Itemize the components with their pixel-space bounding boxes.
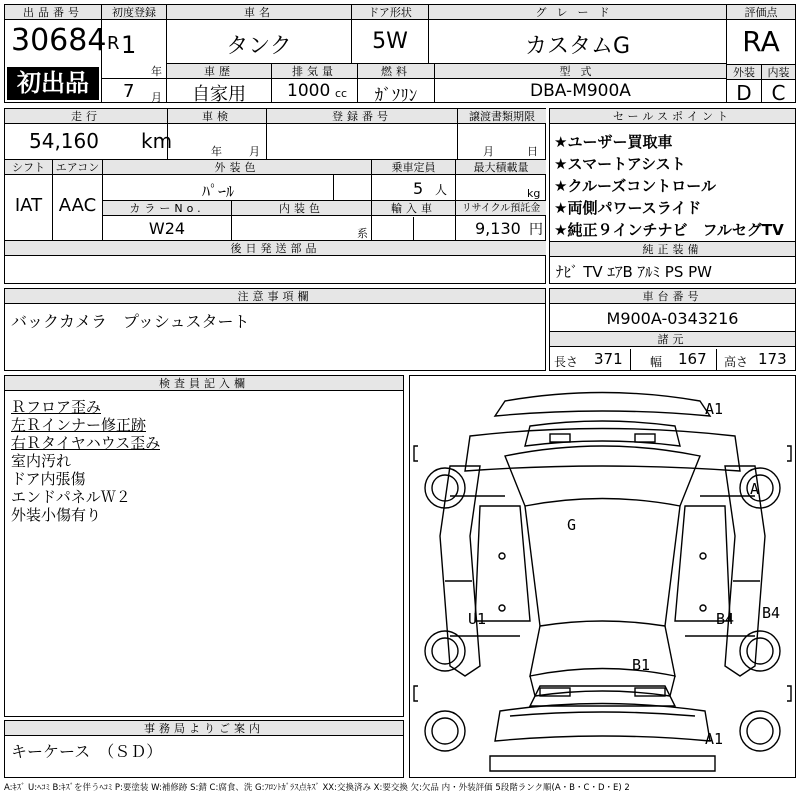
color-no-label: カラーNo. bbox=[103, 201, 231, 216]
details-block bbox=[4, 108, 546, 284]
chassis-number: M900A-0343216 bbox=[606, 309, 739, 328]
legend: A:ｷｽﾞ U:ﾍｺﾐ B:ｷｽﾞを伴うﾍｺﾐ P:要塗装 W:補修跡 S:錆 C:腐食、洗 G:ﾌﾛﾝﾄｶﾞﾗｽ点ｷｽﾞ XX:交換済み X:要交換 欠:欠品 内・外装評価 5段階ランク順(A・B・C・D・E) 2 bbox=[4, 783, 630, 793]
capacity-label: 乗車定員 bbox=[372, 160, 455, 175]
inspection-year-unit: 年 bbox=[211, 145, 222, 158]
int-grade-label: 内装 bbox=[762, 65, 795, 80]
first-listing-badge: 初出品 bbox=[7, 67, 99, 100]
later-parts-label: 後日発送部品 bbox=[5, 241, 546, 256]
exterior-grade: D bbox=[736, 81, 752, 105]
width: 167 bbox=[678, 350, 707, 368]
length-label: 長さ bbox=[554, 355, 579, 369]
inspector-line: 室内汚れ bbox=[11, 452, 72, 470]
specs-label: 諸元 bbox=[550, 332, 795, 347]
mileage: 54,160 bbox=[29, 129, 99, 153]
recycle-unit: 円 bbox=[529, 222, 543, 238]
score-label: 評価点 bbox=[727, 5, 795, 20]
sales-point: ★純正９インチナビ フルセグTV bbox=[554, 221, 784, 239]
capacity: 5 bbox=[413, 179, 424, 198]
damage-label: G bbox=[567, 516, 577, 534]
transfer-day-unit: 日 bbox=[527, 145, 538, 158]
era: R bbox=[107, 33, 120, 54]
overall-score: RA bbox=[742, 25, 780, 58]
interior-grade: C bbox=[771, 81, 786, 105]
grade: カスタムG bbox=[524, 34, 631, 59]
ext-grade-label: 外装 bbox=[727, 65, 761, 80]
mileage-label: 走行 bbox=[5, 109, 167, 124]
header-block bbox=[4, 4, 796, 106]
equipment: ﾅﾋﾞ TV ｴｱB ｱﾙﾐ PS PW bbox=[556, 263, 712, 281]
sales-point: ★スマートアシスト bbox=[554, 155, 686, 173]
office-note: キーケース （ＳＤ） bbox=[11, 742, 163, 761]
history-label: 車歴 bbox=[167, 64, 271, 79]
damage-label: A1 bbox=[705, 400, 724, 418]
equipment-label: 純正装備 bbox=[550, 242, 795, 257]
recycle-deposit: 9,130 bbox=[475, 219, 521, 238]
inspection-month-unit: 月 bbox=[249, 145, 260, 158]
displacement: 1000 bbox=[287, 81, 331, 101]
exterior-color: ﾊﾟｰﾙ bbox=[201, 182, 234, 201]
damage-label: B1 bbox=[632, 656, 651, 674]
car-outline-svg bbox=[410, 376, 795, 777]
car-name-label: 車名 bbox=[167, 5, 351, 20]
inspector-line: 外装小傷有り bbox=[11, 506, 102, 524]
door-label: ドア形状 bbox=[352, 5, 428, 20]
fuel-label: 燃料 bbox=[358, 64, 434, 79]
shift-label: シフト bbox=[5, 160, 52, 175]
damage-label: A bbox=[750, 480, 760, 498]
sales-point: ★両側パワースライド bbox=[554, 199, 702, 217]
notes-label: 注意事項欄 bbox=[5, 289, 545, 304]
year-unit: 年 bbox=[151, 65, 162, 78]
air-conditioner: AAC bbox=[58, 195, 97, 216]
ext-color-label: 外装色 bbox=[103, 160, 371, 175]
sales-points-block bbox=[549, 108, 796, 284]
mileage-unit: km bbox=[141, 129, 173, 153]
grade-label: グレード bbox=[429, 5, 726, 20]
import-label: 輸入車 bbox=[372, 201, 455, 216]
ac-label: エアコン bbox=[53, 160, 102, 175]
inspector-line: Ｒフロア歪み bbox=[11, 398, 102, 416]
inspector-line: エンドパネルＷ２ bbox=[11, 488, 131, 506]
car-damage-diagram bbox=[409, 375, 796, 778]
inspector-line: 左Ｒインナー修正跡 bbox=[11, 416, 147, 434]
lot-number: 30684 bbox=[11, 23, 107, 58]
inspector-label: 検査員記入欄 bbox=[5, 376, 403, 391]
color-no: W24 bbox=[148, 219, 186, 238]
height-label: 高さ bbox=[724, 355, 749, 369]
damage-label: A1 bbox=[705, 730, 724, 748]
width-label: 幅 bbox=[650, 355, 663, 369]
reg-year: 1 bbox=[121, 31, 137, 59]
chassis-block bbox=[549, 288, 796, 371]
recycle-label: リサイクル預託金 bbox=[456, 201, 546, 216]
max-load-unit: kg bbox=[527, 187, 541, 200]
office-block bbox=[4, 720, 404, 778]
int-color-label: 内装色 bbox=[232, 201, 371, 216]
shift: IAT bbox=[14, 195, 43, 216]
int-color-suffix: 系 bbox=[357, 227, 368, 240]
notes-block bbox=[4, 288, 546, 371]
inspector-line: 右Ｒタイヤハウス歪み bbox=[11, 434, 161, 452]
length: 371 bbox=[594, 350, 623, 368]
lot-no-label: 出品番号 bbox=[5, 5, 101, 20]
car-history: 自家用 bbox=[192, 84, 246, 105]
max-load-label: 最大積載量 bbox=[456, 160, 546, 175]
capacity-unit: 人 bbox=[435, 183, 448, 197]
fuel: ｶﾞｿﾘﾝ bbox=[374, 86, 418, 106]
transfer-label: 譲渡書類期限 bbox=[458, 109, 546, 124]
displacement-label: 排気量 bbox=[272, 64, 357, 79]
model-code: DBA-M900A bbox=[530, 81, 631, 101]
model-label: 型式 bbox=[435, 64, 726, 79]
car-name: タンク bbox=[226, 34, 292, 59]
transfer-month-unit: 月 bbox=[483, 145, 494, 158]
sales-point: ★ユーザー買取車 bbox=[554, 133, 673, 151]
damage-label: B4 bbox=[716, 610, 735, 628]
plate-label: 登録番号 bbox=[267, 109, 457, 124]
displacement-unit: cc bbox=[335, 87, 348, 100]
office-label: 事務局よりご案内 bbox=[5, 721, 403, 736]
damage-label: B4 bbox=[762, 604, 781, 622]
inspector-block bbox=[4, 375, 404, 717]
sales-label: セールスポイント bbox=[550, 109, 795, 124]
height: 173 bbox=[758, 350, 787, 368]
sales-point: ★クルーズコントロール bbox=[554, 177, 716, 195]
chassis-label: 車台番号 bbox=[550, 289, 795, 304]
inspection-label: 車検 bbox=[168, 109, 266, 124]
notes: バックカメラ プッシュスタート bbox=[11, 312, 250, 331]
damage-label: U1 bbox=[468, 610, 487, 628]
month-unit: 月 bbox=[151, 91, 162, 104]
inspector-line: ドア内張傷 bbox=[11, 470, 86, 488]
door-type: 5W bbox=[372, 29, 408, 54]
first-reg-label: 初度登録 bbox=[102, 5, 166, 20]
reg-month: 7 bbox=[123, 81, 135, 102]
